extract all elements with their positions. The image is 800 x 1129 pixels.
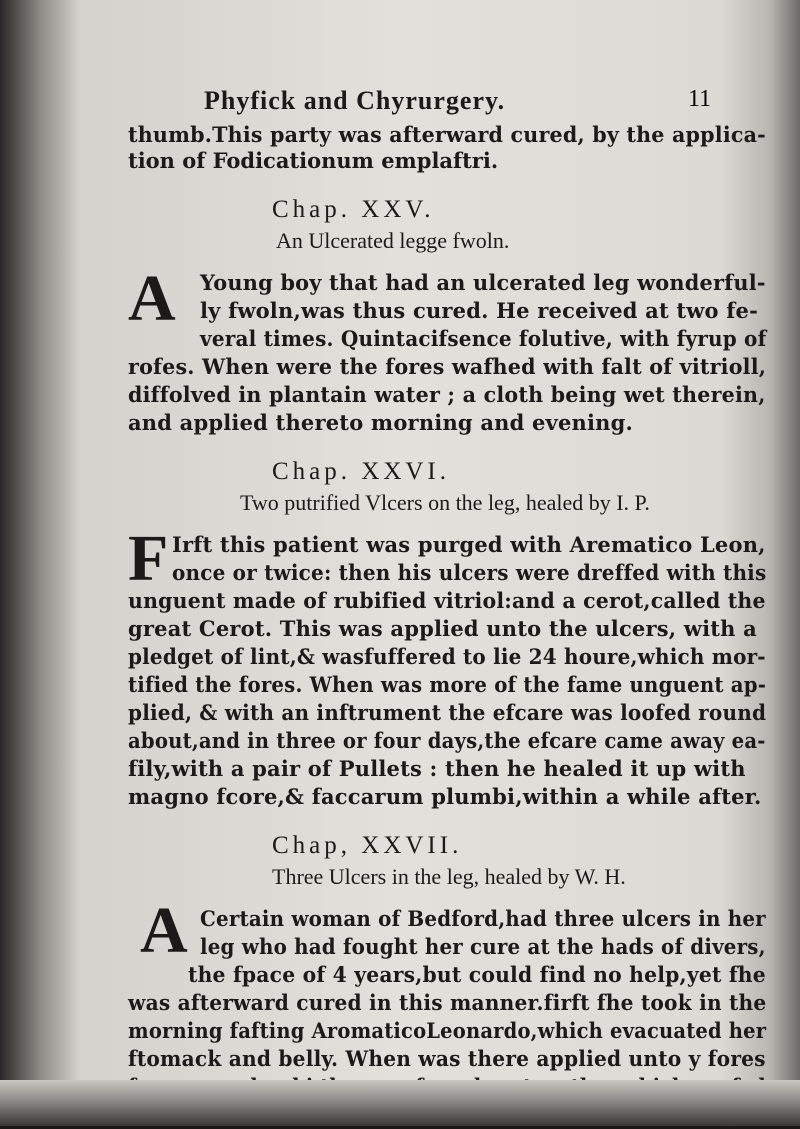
chapter-27-line-3: the fpace of 4 years,but could find no help,yet fhe [188,962,766,987]
chapter-27-line-2: leg who had fought her cure at the hads of divers, [200,934,766,959]
drop-cap-27: A [140,894,188,967]
drop-cap-26: F [128,522,169,595]
chapter-25-line-6: and applied thereto morning and evening. [128,410,634,435]
running-title: Phyfick and Chyrurgery. [204,86,506,115]
page-number: 11 [688,86,712,112]
chapter-26-line-1: Irft this patient was purged with Arematico Leon, [172,532,766,557]
chapter-26-line-10: magno fcore,& faccarum plumbi,within a while after. [128,784,762,809]
intro-line-1: thumb.This party was afterward cured, by the applica- [128,122,766,147]
chapter-26-line-4: great Cerot. This was applied unto the ulcers, with a [128,616,757,641]
page-edge-shadow [0,1080,800,1126]
chapter-26-line-5: pledget of lint,& wasfuffered to lie 24 houre,which mor- [128,644,766,669]
chapter-26-line-6: tified the fores. When was more of the fame unguent ap- [128,672,767,697]
drop-cap-25: A [128,262,176,335]
chapter-heading-26: Chap. XXVI. [272,458,451,485]
chapter-26-line-9: fily,with a pair of Pullets : then he healed it up with [128,756,746,781]
chapter-heading-25: Chap. XXV. [272,196,435,223]
chapter-26-line-3: unguent made of rubified vitriol:and a cerot,called the [128,588,766,613]
chapter-subtitle-26: Two putrified Vlcers on the leg, healed by I. P. [240,490,650,515]
chapter-25-line-2: ly fwoln,was thus cured. He received at two fe- [200,298,758,323]
chapter-26-line-7: plied, & with an inftrument the efcare was loofed round [128,700,767,725]
chapter-25-line-3: veral times. Quintacifsence folutive, with fyrup of [200,326,767,351]
chapter-heading-27: Chap, XXVII. [272,832,463,859]
intro-line-2: tion of Fodicationum emplaftri. [128,148,499,173]
chapter-27-line-4: was afterward cured in this manner.firft fhe took in the [128,990,767,1015]
chapter-subtitle-27: Three Ulcers in the leg, healed by W. H. [272,864,626,889]
chapter-26-line-8: about,and in three or four days,the efcare came away ea- [128,728,766,753]
chapter-27-line-1: Certain woman of Bedford,had three ulcers in her [200,906,766,931]
chapter-25-line-5: diffolved in plantain water ; a cloth being wet therein, [128,382,766,407]
chapter-25-line-1: Young boy that had an ulcerated leg wonderful- [200,270,766,295]
chapter-27-line-5: morning fafting AromaticoLeonardo,which evacuated her [128,1018,767,1043]
chapter-26-line-2: once or twice: then his ulcers were dreffed with this [172,560,767,585]
chapter-25-line-4: rofes. When were the fores wafhed with falt of vitrioll, [128,354,767,379]
chapter-subtitle-25: An Ulcerated legge fwoln. [276,228,510,253]
chapter-27-line-6: ftomack and belly. When was there applied unto y fores [128,1046,766,1071]
